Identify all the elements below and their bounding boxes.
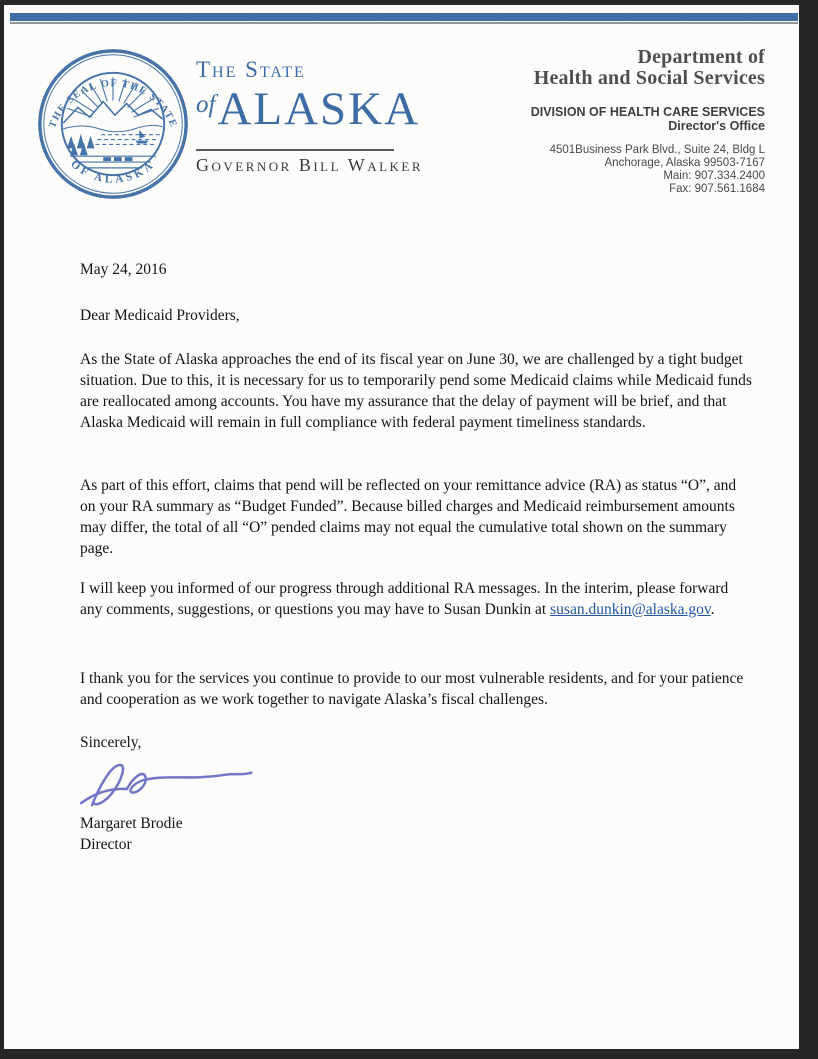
body-paragraph-4: I thank you for the services you continue to provide to our most vulnerable residents, and for your patience and cooperation as we work together to navigate Alaska’s fiscal challenges. [80,670,744,708]
division-name: DIVISION OF HEALTH CARE SERVICES [530,105,765,119]
top-accent-line [10,22,798,24]
wordmark-rule [196,149,394,151]
paragraph-3-text: I will keep you informed of our progress through additional RA messages. In the interim, please forward any comments, suggestions, or questions you may have to Susan Dunkin at [80,580,729,618]
top-accent-bar [10,13,798,21]
letter-page [4,5,799,1049]
paragraph-3-suffix: . [710,601,715,618]
email-link[interactable]: susan.dunkin@alaska.gov [550,601,711,618]
department-name-line2: Health and Social Services [533,67,765,89]
seal-bottom-text: OF ALASKA [68,158,158,186]
governor-name: Governor Bill Walker [196,155,424,175]
alaska-state-seal-icon [35,46,191,202]
phone-fax: Fax: 907.561.1684 [669,183,765,195]
department-name-line1: Department of [637,46,765,68]
handwritten-signature [72,753,267,813]
salutation: Dear Medicaid Providers, [80,307,240,324]
address-city: Anchorage, Alaska 99503-7167 [604,157,765,169]
closing: Sincerely, [80,734,142,751]
body-paragraph-2: As part of this effort, claims that pend will be reflected on your remittance advice (RA) as status “O”, and on your RA summary as “Budget Funded”. Because billed charges and Medicaid reimbursement amounts may differ, the total of all “O” pended claims may not equal the cumulative total shown on the summary page. [80,477,737,557]
department-letterhead [531,47,765,196]
body-paragraph-3 [80,578,752,620]
office-name: Director's Office [668,119,765,133]
phone-main: Main: 907.334.2400 [663,170,765,182]
seal-top-text: THE SEAL OF THE STATE [47,78,179,130]
letter-date: May 24, 2016 [80,261,167,278]
wordmark-of: of [196,91,216,118]
svg-text:THE SEAL OF THE STATE [47,78,179,130]
body-paragraph-1: As the State of Alaska approaches the end of its fiscal year on June 30, we are challenged by a tight budget situation. Due to this, it is necessary for us to temporarily pend some Medicaid claims while Medicaid funds are reallocated among accounts. You have my assurance that the delay of payment will be brief, and that Alaska Medicaid will remain in full compliance with federal payment timeliness standards. [80,351,752,431]
signer-name: Margaret Brodie [80,815,183,832]
wordmark-alaska: ALASKA [217,83,421,135]
state-of-alaska-wordmark [196,59,423,176]
wordmark-the-state: The State [196,57,306,82]
address-street: 4501Business Park Blvd., Suite 24, Bldg L [549,144,765,156]
signer-title: Director [80,836,132,853]
